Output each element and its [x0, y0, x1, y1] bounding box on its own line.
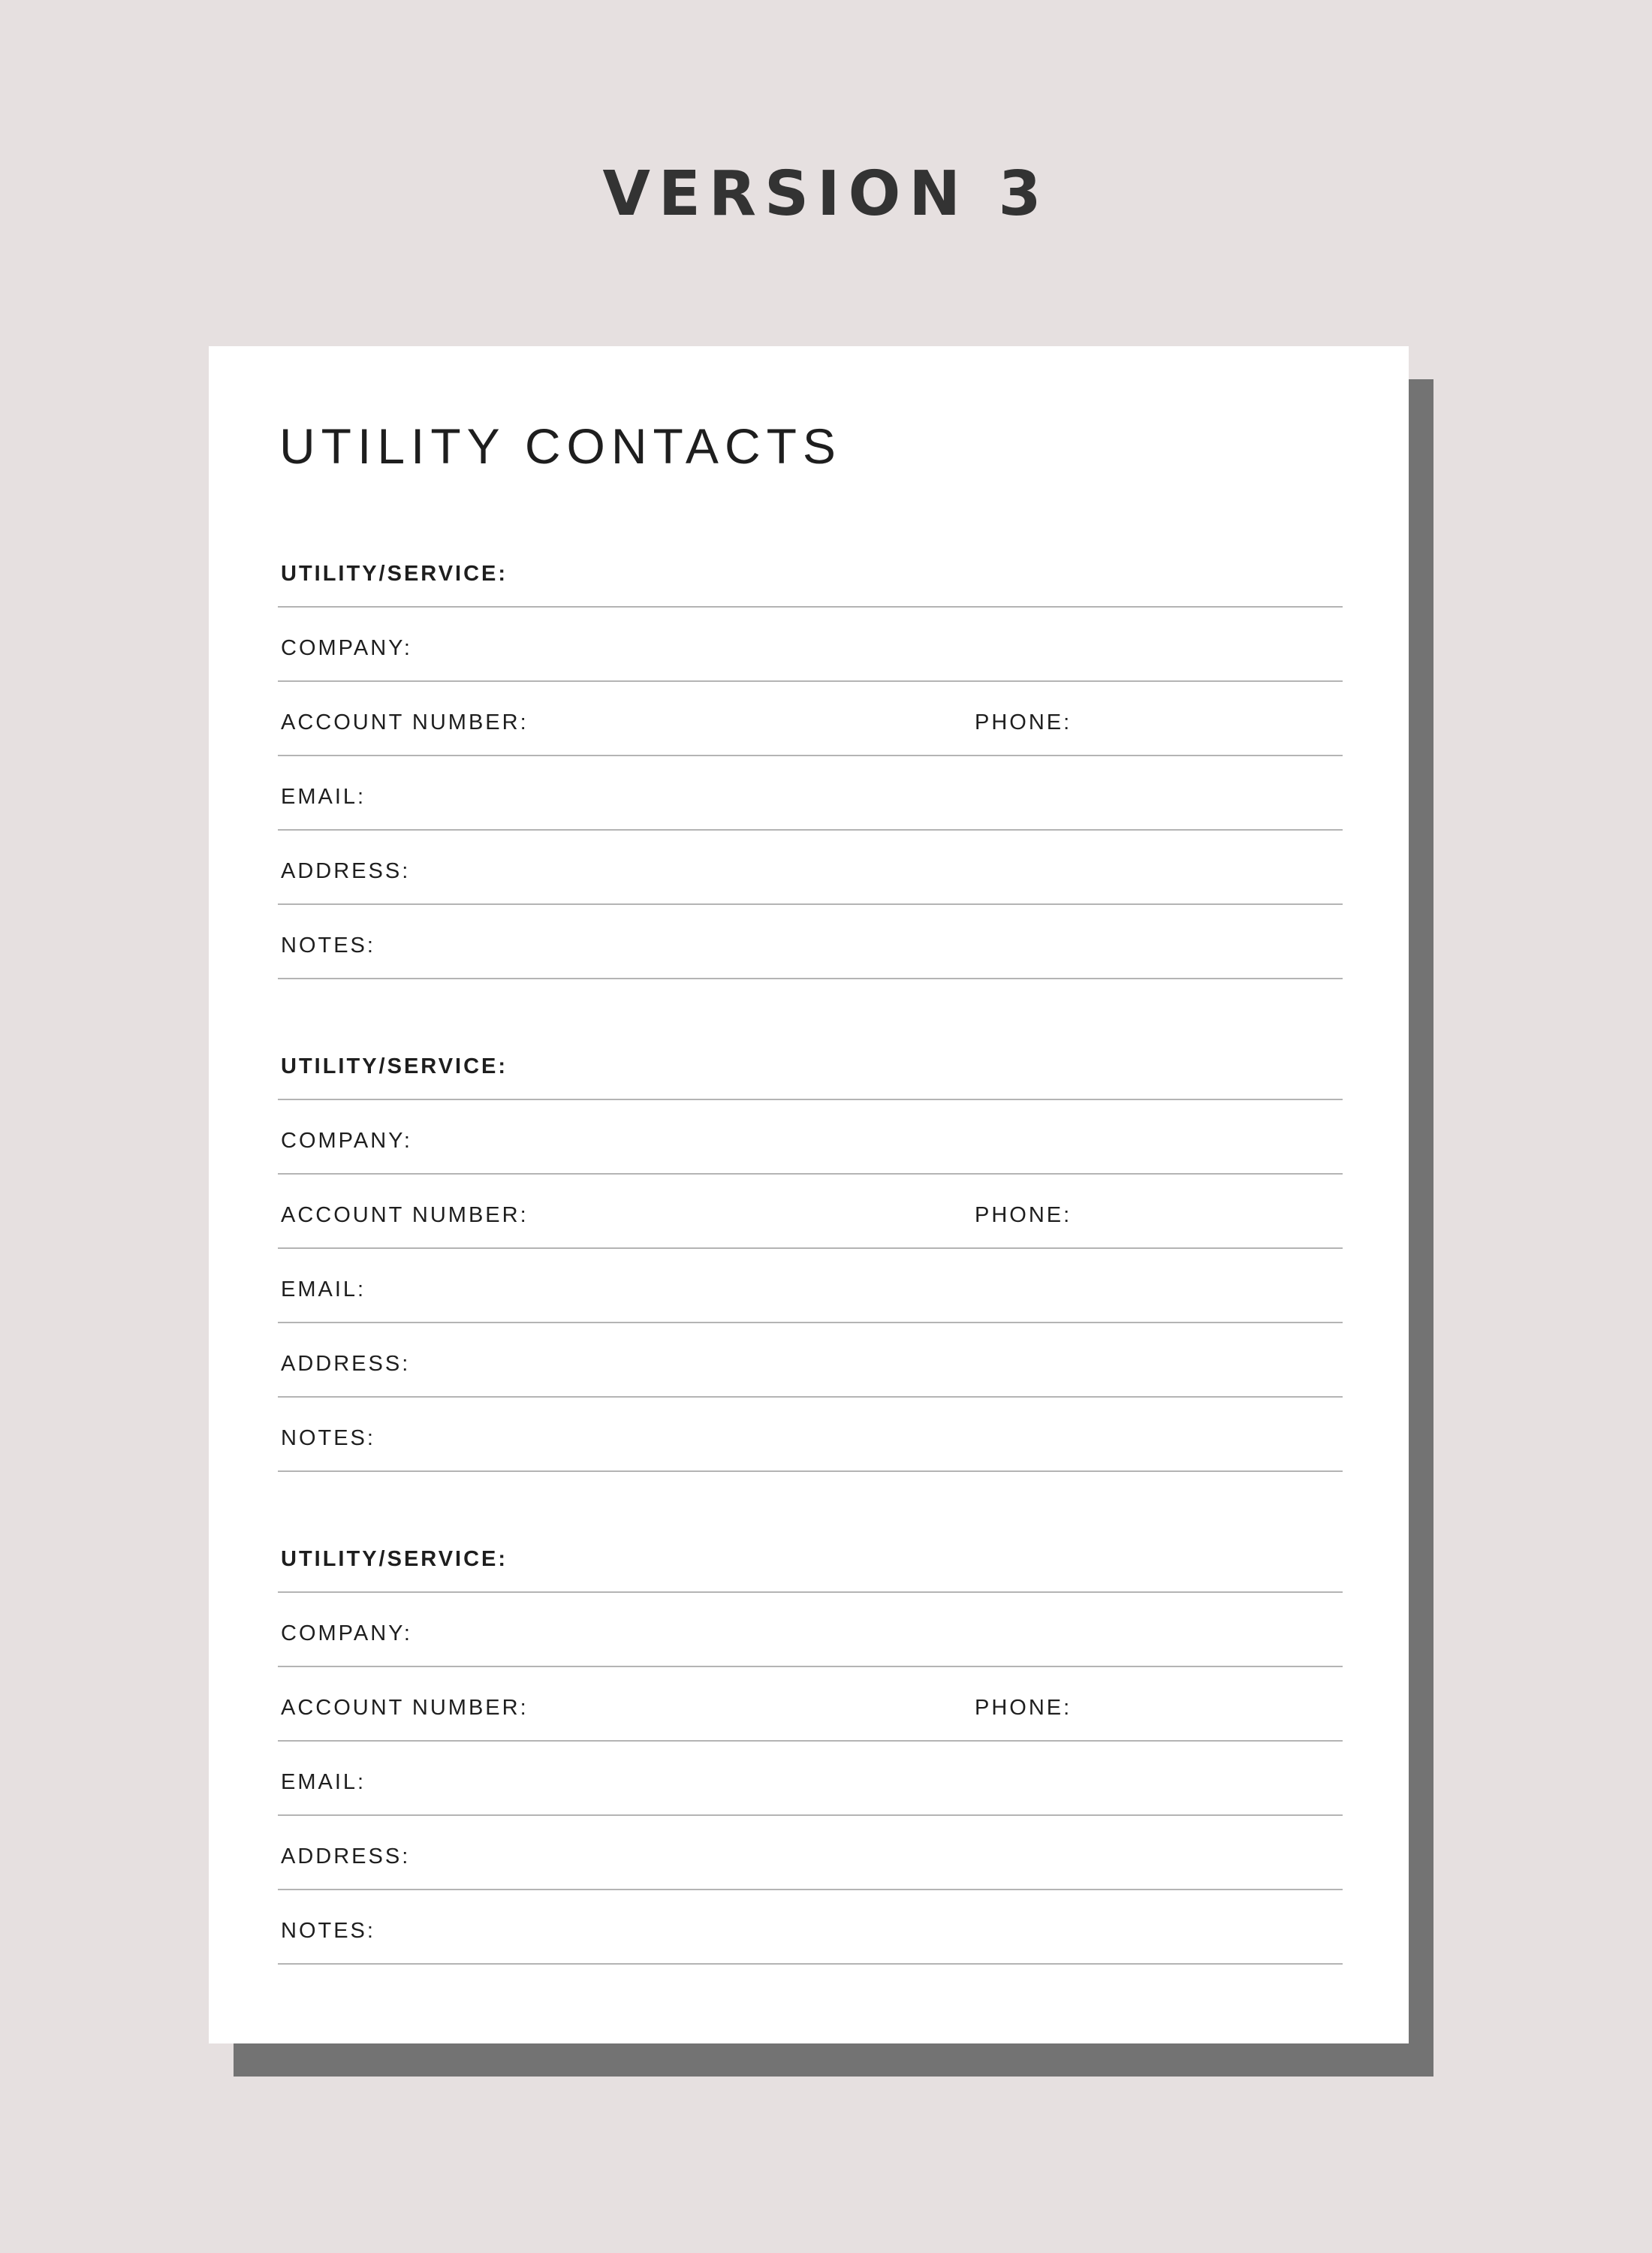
account-phone-row[interactable]: [278, 682, 1343, 756]
contact-block-2: [278, 1040, 1343, 1472]
notes-row[interactable]: [278, 1398, 1343, 1472]
account-number-label: ACCOUNT NUMBER:: [281, 710, 529, 734]
company-row[interactable]: [278, 1593, 1343, 1667]
phone-label: PHONE:: [975, 1696, 1072, 1720]
notes-row[interactable]: [278, 1890, 1343, 1965]
email-row[interactable]: [278, 1249, 1343, 1323]
address-label: ADDRESS:: [281, 1352, 411, 1376]
utility-service-label: UTILITY/SERVICE:: [281, 1547, 508, 1571]
address-row[interactable]: [278, 1323, 1343, 1398]
email-label: EMAIL:: [281, 785, 366, 809]
company-row[interactable]: [278, 608, 1343, 682]
address-label: ADDRESS:: [281, 1844, 411, 1868]
account-number-label: ACCOUNT NUMBER:: [281, 1696, 529, 1720]
phone-label: PHONE:: [975, 710, 1072, 734]
email-label: EMAIL:: [281, 1770, 366, 1794]
sheet-title: UTILITY CONTACTS: [279, 418, 842, 474]
utility-service-row[interactable]: [278, 1040, 1343, 1100]
email-label: EMAIL:: [281, 1277, 366, 1301]
phone-label: PHONE:: [975, 1203, 1072, 1227]
account-phone-row[interactable]: [278, 1667, 1343, 1742]
company-label: COMPANY:: [281, 1621, 412, 1645]
version-heading: VERSION 3: [602, 158, 1050, 230]
address-label: ADDRESS:: [281, 859, 411, 883]
utility-service-label: UTILITY/SERVICE:: [281, 562, 508, 586]
address-row[interactable]: [278, 1816, 1343, 1890]
notes-label: NOTES:: [281, 1426, 375, 1450]
notes-row[interactable]: [278, 905, 1343, 979]
utility-service-row[interactable]: [278, 547, 1343, 608]
utility-contacts-sheet: [209, 346, 1409, 2043]
address-row[interactable]: [278, 831, 1343, 905]
utility-service-row[interactable]: [278, 1533, 1343, 1593]
email-row[interactable]: [278, 1742, 1343, 1816]
email-row[interactable]: [278, 756, 1343, 831]
company-label: COMPANY:: [281, 1129, 412, 1153]
notes-label: NOTES:: [281, 1919, 375, 1943]
account-phone-row[interactable]: [278, 1175, 1343, 1249]
contact-block-1: [278, 547, 1343, 979]
account-number-label: ACCOUNT NUMBER:: [281, 1203, 529, 1227]
contact-block-3: [278, 1533, 1343, 1965]
notes-label: NOTES:: [281, 933, 375, 958]
company-label: COMPANY:: [281, 636, 412, 660]
utility-service-label: UTILITY/SERVICE:: [281, 1054, 508, 1078]
company-row[interactable]: [278, 1100, 1343, 1175]
